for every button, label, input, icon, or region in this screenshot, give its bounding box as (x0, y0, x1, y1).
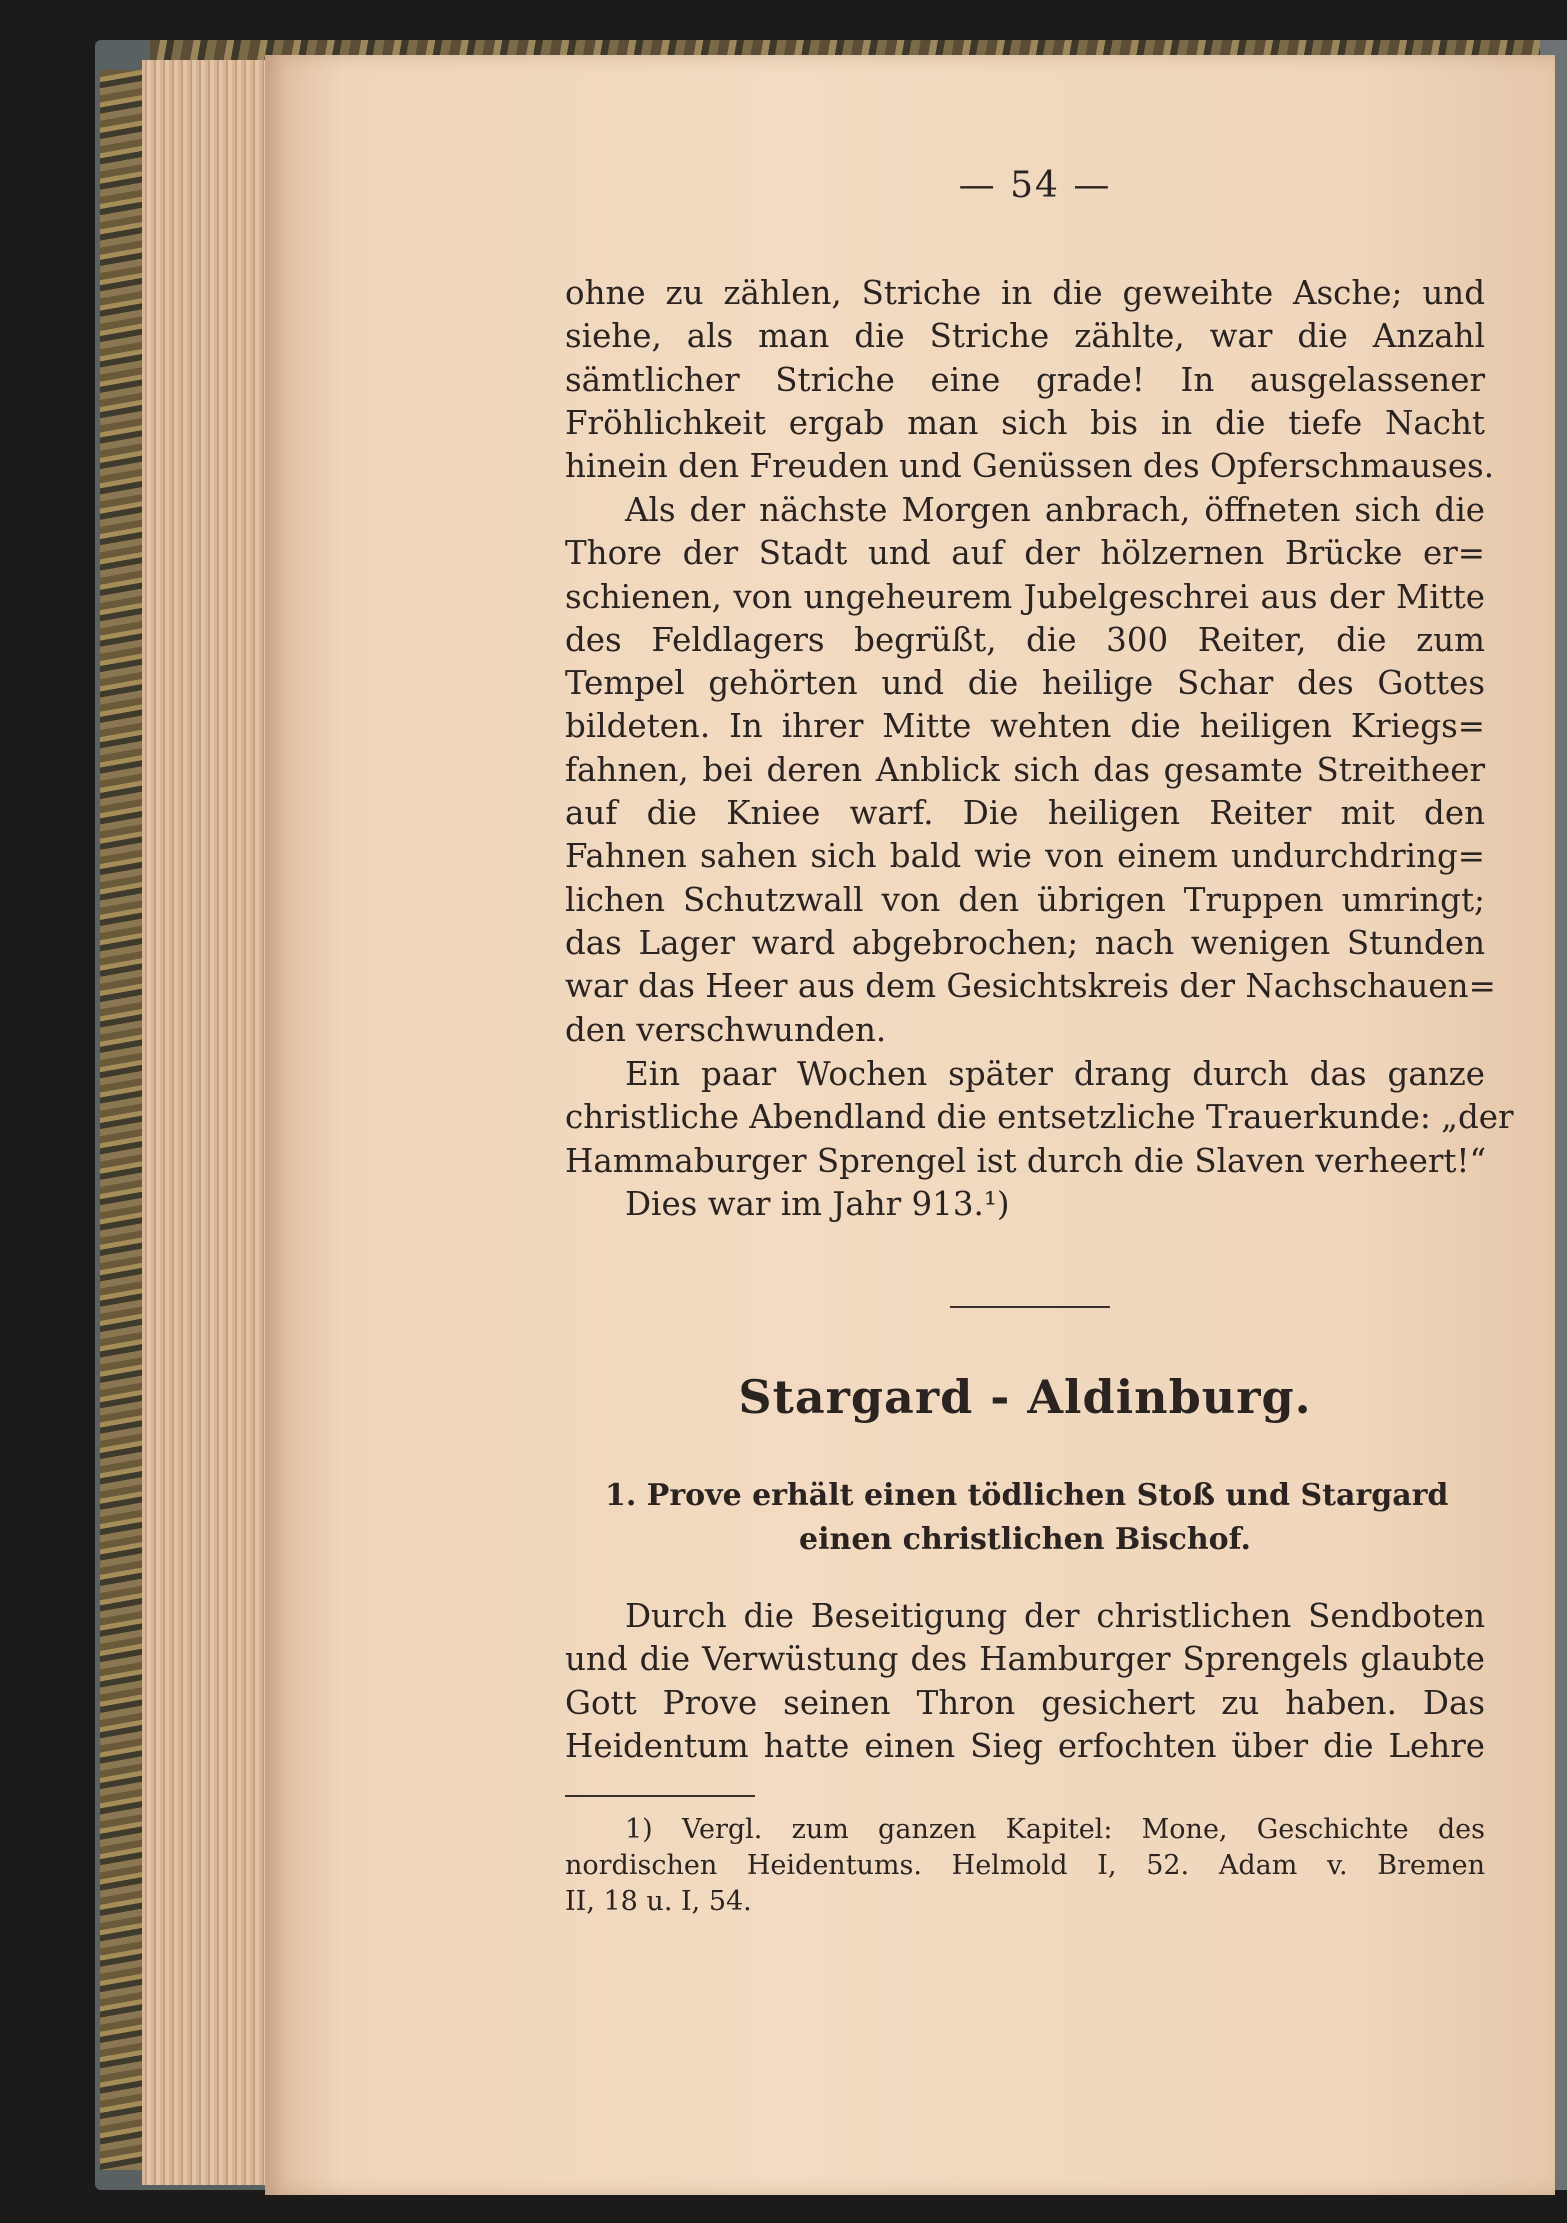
text-line: sämtlicher Striche eine grade! In ausgelassener (565, 360, 1485, 399)
text-line: hinein den Freuden und Genüssen des Opferschmauses. (565, 447, 1495, 486)
page-edges (142, 60, 282, 2185)
paragraph-5 (565, 1595, 1485, 1768)
text-line: des Feldlagers begrüßt, die 300 Reiter, die zum (565, 620, 1485, 659)
text-line: das Lager ward abgebrochen; nach wenigen Stunden (565, 923, 1485, 962)
text-line: Hammaburger Sprengel ist durch die Slaven verheert!“ (565, 1141, 1487, 1180)
text-line: christliche Abendland die entsetzliche Trauerkunde: „der (565, 1098, 1514, 1137)
text-line: Gott Prove seinen Thron gesichert zu haben. Das (565, 1683, 1485, 1722)
text-line: bildeten. In ihrer Mitte wehten die heiligen Kriegs= (565, 707, 1485, 746)
text-line: ohne zu zählen, Striche in die geweihte Asche; und (565, 274, 1485, 312)
text-line: Tempel gehörten und die heilige Schar des Gottes (565, 664, 1485, 703)
text-line: fahnen, bei deren Anblick sich das gesamte Streitheer (565, 750, 1485, 789)
text-line: den verschwunden. (565, 1010, 887, 1049)
text-line: schienen, von ungeheurem Jubelgeschrei aus der Mitte (565, 577, 1485, 616)
text-line: und die Verwüstung des Hamburger Sprengels glaubte (565, 1640, 1485, 1679)
section-heading-line-1: 1. Prove erhält einen tödlichen Stoß und Stargard (605, 1478, 1449, 1513)
text-line: siehe, als man die Striche zählte, war die Anzahl (565, 317, 1485, 356)
text-line: Ein paar Wochen später drang durch das ganze (625, 1055, 1485, 1093)
paragraph-2 (565, 489, 1496, 1052)
text-line: lichen Schutzwall von den übrigen Truppen umringt; (565, 880, 1485, 919)
text-line: war das Heer aus dem Gesichtskreis der Nachschauen= (565, 967, 1496, 1006)
footnote-line: nordischen Heidentums. Helmold I, 52. Adam v. Bremen (565, 1850, 1485, 1881)
footnote-line: 1) Vergl. zum ganzen Kapitel: Mone, Geschichte des (625, 1814, 1485, 1845)
text-line: Thore der Stadt und auf der hölzernen Brücke er= (565, 534, 1485, 573)
section-divider (950, 1306, 1110, 1308)
footnote-rule (565, 1795, 755, 1797)
paragraph-4 (565, 1183, 1485, 1226)
text-line: Fahnen sahen sich bald wie von einem undurchdring= (565, 837, 1485, 876)
text-line: Durch die Beseitigung der christlichen Sendboten (625, 1597, 1485, 1635)
text-line: Als der nächste Morgen anbrach, öffneten sich die (625, 491, 1485, 529)
section-heading-line-2: einen christlichen Bischof. (799, 1522, 1251, 1557)
paragraph-3 (565, 1053, 1514, 1183)
text-line: Fröhlichkeit ergab man sich bis in die tiefe Nacht (565, 403, 1485, 442)
footnote (565, 1812, 1485, 1920)
text-line: Heidentum hatte einen Sieg erfochten über die Lehre (565, 1726, 1485, 1765)
text-line: auf die Kniee warf. Die heiligen Reiter mit den (565, 794, 1485, 833)
footnote-line: II, 18 u. I, 54. (565, 1886, 752, 1917)
paragraph-1 (565, 272, 1495, 488)
text-line: Dies war im Jahr 913.¹) (625, 1185, 1010, 1223)
chapter-title: Stargard - Aldinburg. (738, 1370, 1312, 1424)
page-number: — 54 — (958, 165, 1112, 206)
